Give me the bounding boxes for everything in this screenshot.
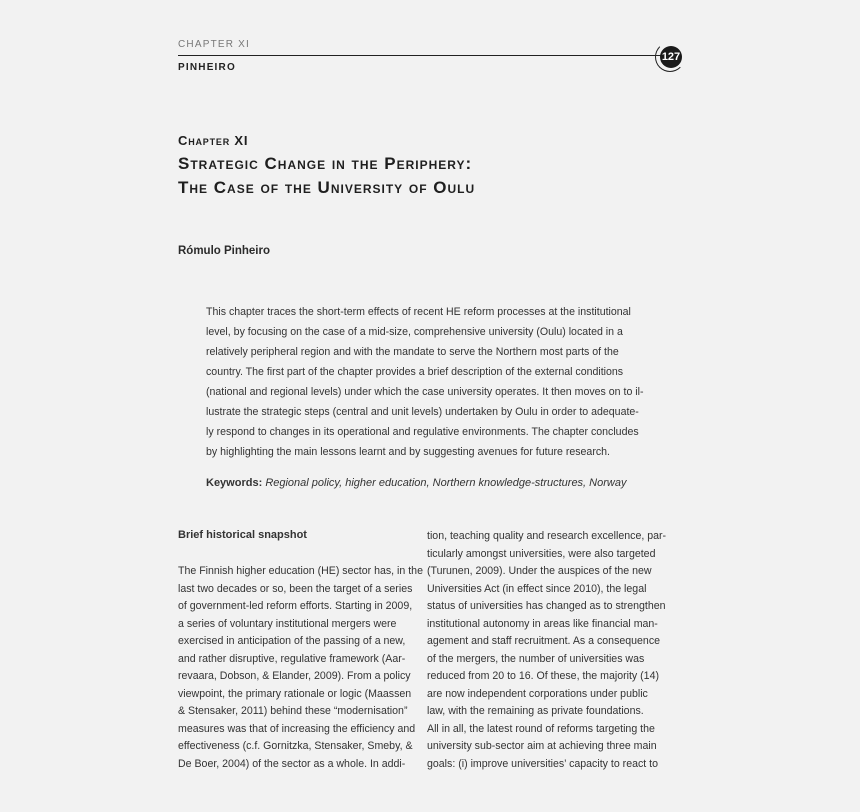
body-line: and rather disruptive, regulative framework (Aar- [178,652,406,665]
body-line: The Finnish higher education (HE) sector has, in the [178,565,423,577]
running-header-chapter: CHAPTER XI [178,39,251,50]
body-line: viewpoint, the primary rationale or logic (Maassen [178,687,412,700]
body-line: tion, teaching quality and research excellence, par- [427,530,667,542]
chapter-label: Chapter XI [178,133,249,148]
abstract-line: by highlighting the main lessons learnt and by suggesting avenues for future research. [206,446,610,458]
body-line: institutional autonomy in areas like financial man- [427,617,658,630]
body-column-right [427,528,667,773]
abstract-line: ly respond to changes in its operational and regulative environments. The chapter concludes [206,426,639,438]
chapter-title-line-1: Strategic Change in the Periphery: [178,154,473,173]
body-line: (Turunen, 2009). Under the auspices of the new [427,565,652,577]
chapter-title [178,152,638,200]
header-rule [178,55,670,56]
body-line: De Boer, 2004) of the sector as a whole. In addi- [178,757,406,770]
body-line: status of universities has changed as to strengthen [427,600,666,612]
abstract-line: country. The first part of the chapter provides a brief description of the external conditions [206,366,624,378]
body-line: measures was that of increasing the efficiency and [178,722,416,735]
body-line: ticularly amongst universities, were also targeted [427,547,656,560]
abstract-line: relatively peripheral region and with the mandate to serve the Northern most parts of the [206,346,619,358]
body-line: last two decades or so, been the target of a series [178,582,413,595]
abstract-line: lustrate the strategic steps (central and unit levels) undertaken by Oulu in order to adequate- [206,406,639,418]
body-line: of the mergers, the number of universities was [427,652,645,665]
abstract-line: This chapter traces the short-term effects of recent HE reform processes at the institutional [206,306,631,318]
body-line: & Stensaker, 2011) behind these “modernisation” [178,705,408,717]
keywords-label: Keywords: [206,477,263,489]
body-line: effectiveness (c.f. Gornitzka, Stensaker, Smeby, & [178,740,413,752]
body-line: university sub-sector aim at achieving three main [427,740,657,752]
keywords [206,477,646,489]
body-line: a series of voluntary institutional mergers were [178,617,397,630]
body-line: law, with the remaining as private foundations. [427,705,644,717]
author-name: Rómulo Pinheiro [178,245,270,257]
chapter-title-line-2: The Case of the University of Oulu [178,178,476,197]
body-line: Universities Act (in effect since 2010), the legal [427,582,647,595]
running-header-author: PINHEIRO [178,62,236,73]
keywords-text: Regional policy, higher education, Northern knowledge-structures, Norway [265,477,627,489]
body-line: agement and staff recruitment. As a consequence [427,635,661,647]
body-line: revaara, Dobson, & Elander, 2009). From a policy [178,670,411,682]
abstract-line: (national and regional levels) under which the case university operates. It then moves on to il- [206,386,644,398]
body-line: reduced from 20 to 16. Of these, the majority (14) [427,670,659,682]
body-line: of government-led reform efforts. Starting in 2009, [178,600,413,612]
body-column-left [178,563,423,773]
section-heading: Brief historical snapshot [178,529,307,541]
body-line: goals: (i) improve universities’ capacity to react to [427,757,658,770]
abstract [206,302,644,462]
body-line: All in all, the latest round of reforms targeting the [427,722,655,735]
body-line: exercised in anticipation of the passing of a new, [178,635,406,647]
page-number: 127 [660,46,682,68]
body-line: are now independent corporations under public [427,687,648,700]
abstract-line: level, by focusing on the case of a mid-size, comprehensive university (Oulu) located in a [206,326,623,338]
